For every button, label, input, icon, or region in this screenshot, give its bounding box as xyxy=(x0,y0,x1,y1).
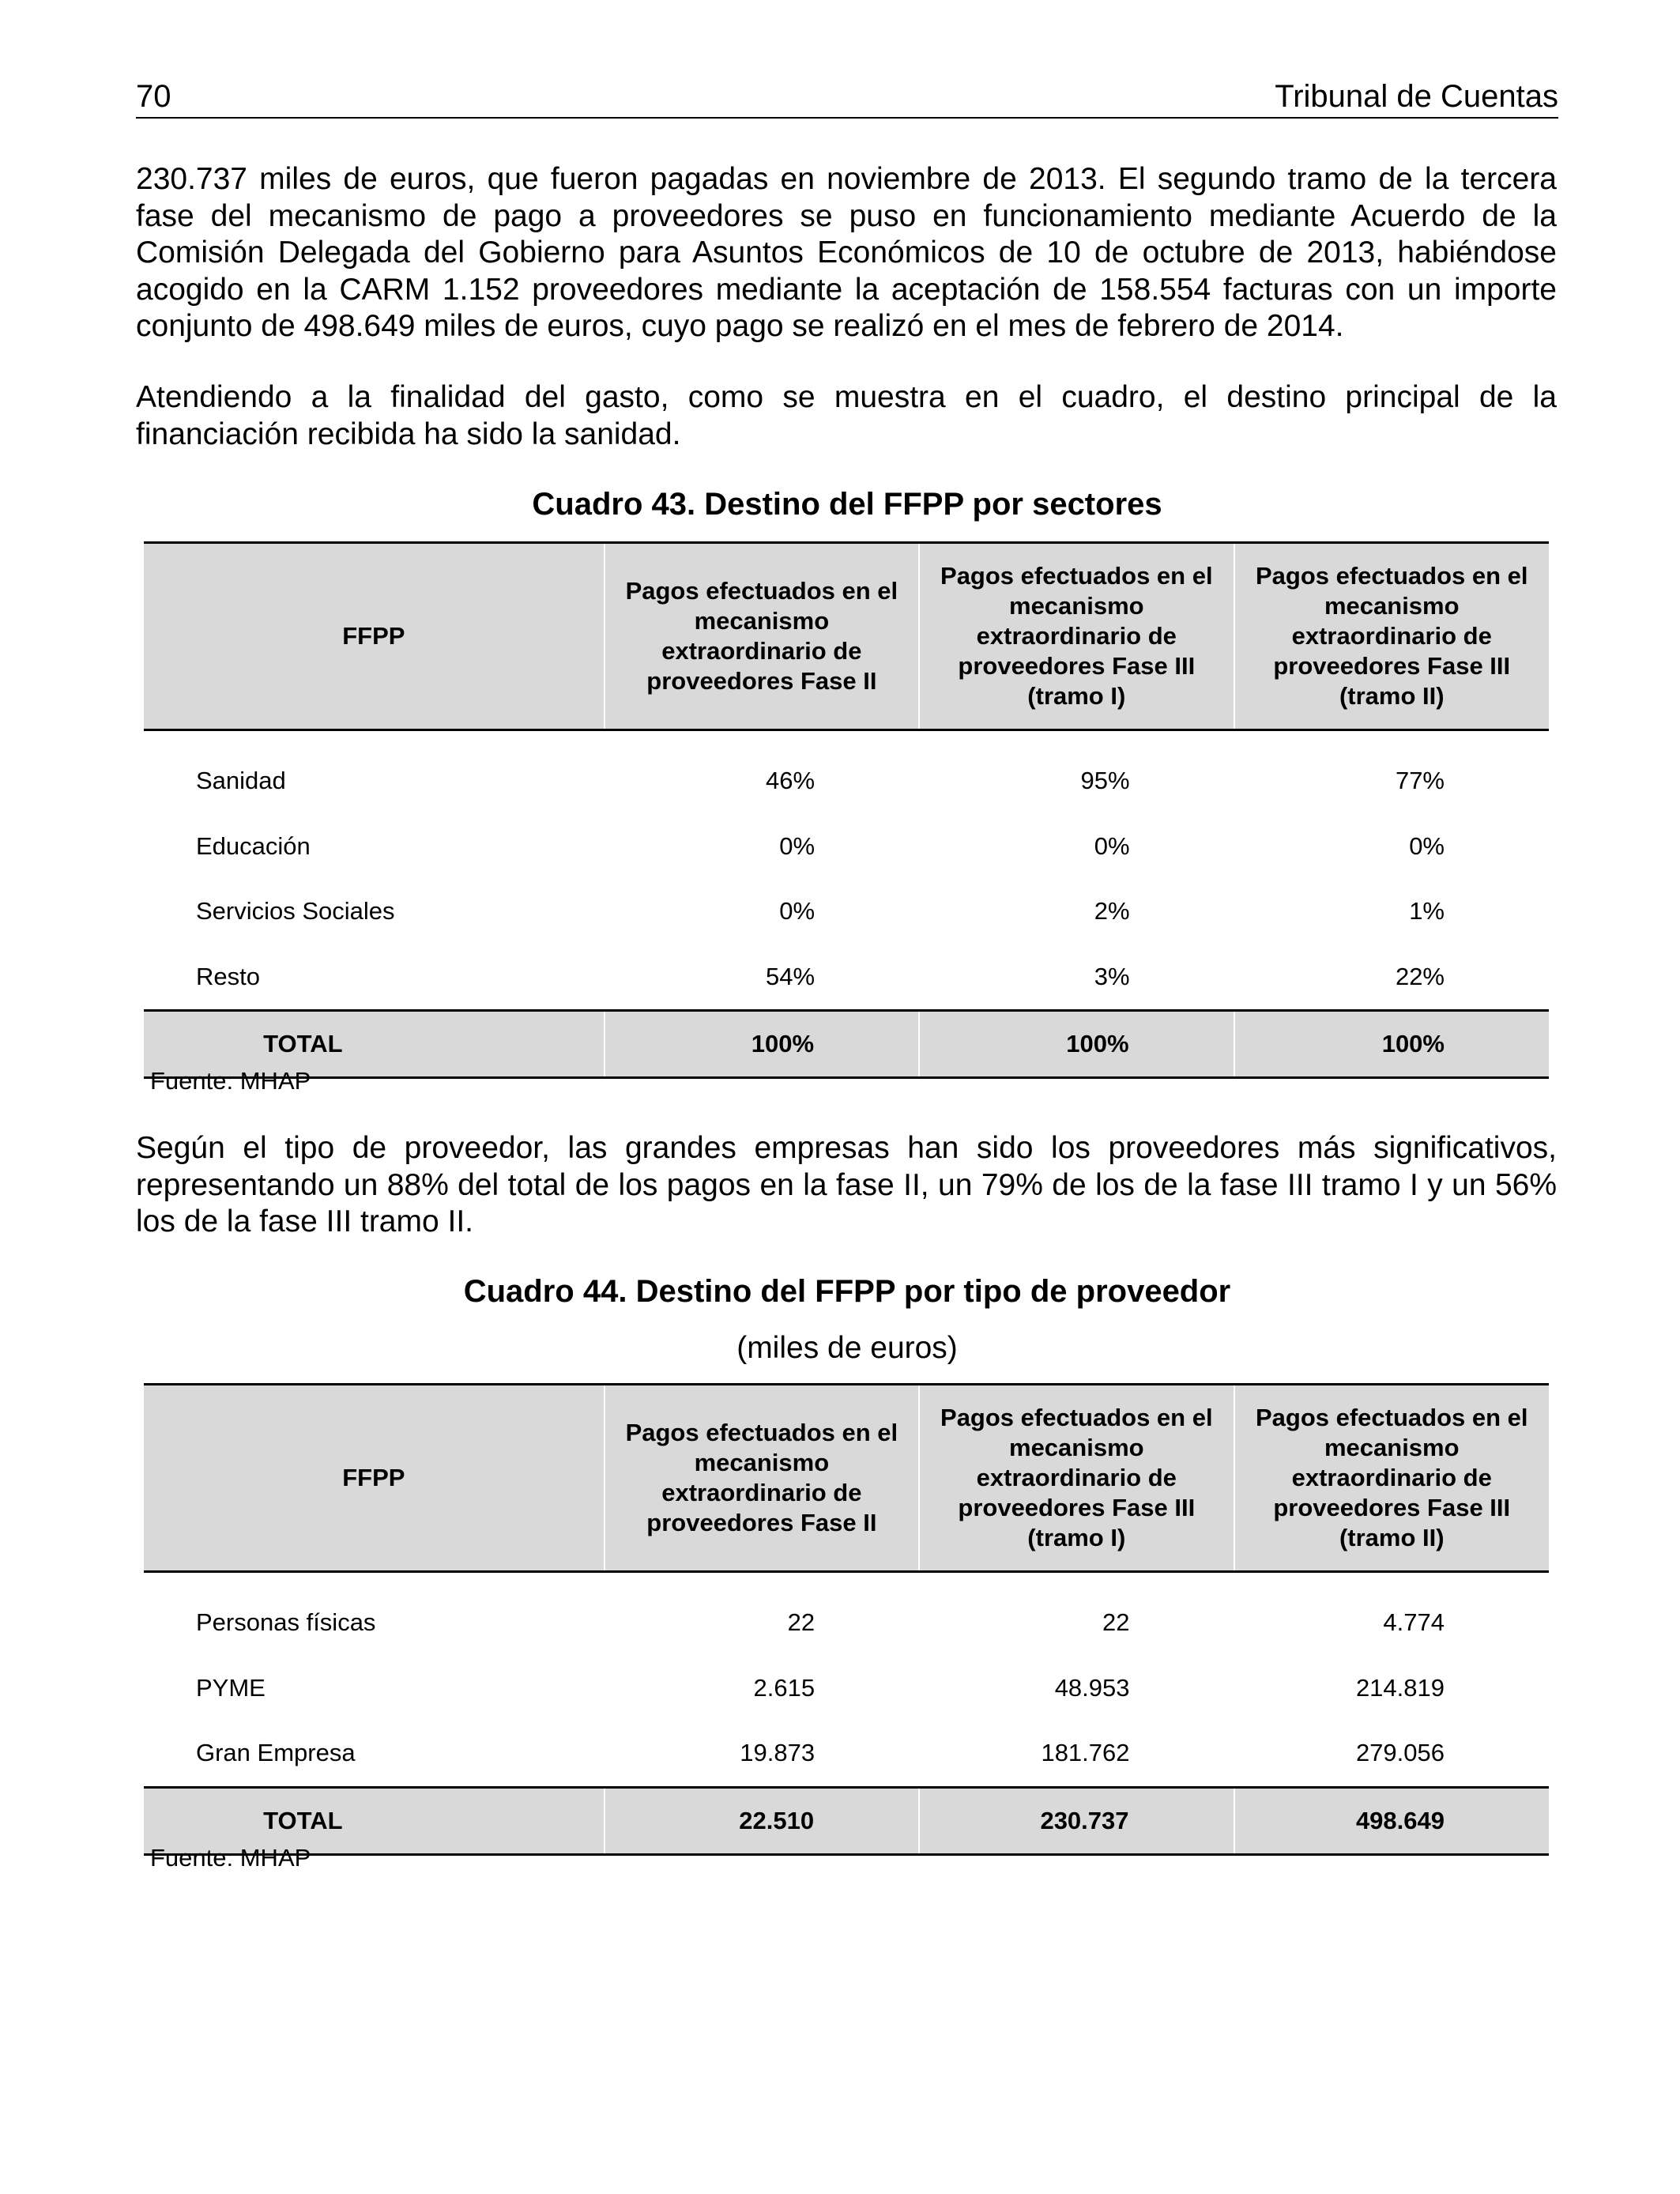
table-cell: 0% xyxy=(779,831,816,860)
page-header xyxy=(136,76,1558,119)
table-subcaption: (miles de euros) xyxy=(736,1331,958,1365)
column-header: FFPP xyxy=(144,1385,605,1572)
column-header: Pagos efectuados en el mecanismo extraordinario de proveedores Fase II xyxy=(605,1385,919,1572)
table-cell: 22 xyxy=(787,1608,816,1637)
table-cell: 3% xyxy=(1094,962,1130,990)
table-header-row xyxy=(144,543,1549,730)
row-label: Resto xyxy=(196,962,260,990)
table-row xyxy=(144,879,1549,944)
table-cell: 2.615 xyxy=(753,1673,816,1702)
row-label: Personas físicas xyxy=(196,1608,376,1637)
total-cell: 100% xyxy=(919,1011,1234,1078)
row-label: Sanidad xyxy=(196,767,286,795)
provider-type-table xyxy=(144,1383,1549,1856)
column-header: Pagos efectuados en el mecanismo extraordinario de proveedores Fase III (tramo II) xyxy=(1234,1385,1549,1572)
table-cell: 0% xyxy=(1094,831,1130,860)
total-cell: 100% xyxy=(1234,1011,1549,1078)
column-header: Pagos efectuados en el mecanismo extraordinario de proveedores Fase III (tramo II) xyxy=(1234,543,1549,730)
table-cell: 95% xyxy=(1080,767,1130,795)
table-row xyxy=(144,944,1549,1011)
body-paragraph: Atendiendo a la finalidad del gasto, como se muestra en el cuadro, el destino principal de la financiación recibida ha sido la sanidad. xyxy=(136,380,1557,451)
table-caption: Cuadro 44. Destino del FFPP por tipo de proveedor xyxy=(463,1274,1231,1309)
table-cell: 1% xyxy=(1409,897,1445,925)
table-row xyxy=(144,1572,1549,1656)
total-cell: 100% xyxy=(605,1011,919,1078)
table-cell: 54% xyxy=(766,962,816,990)
row-label: Gran Empresa xyxy=(196,1739,356,1767)
body-paragraph: 230.737 miles de euros, que fueron pagadas en noviembre de 2013. El segundo tramo de la tercera fase del mecanismo de pago a proveedores se puso en funcionamiento mediante Acuerdo de la Comisión Delegada del Gobierno para Asuntos Económicos de 10 de octubre de 2013, habiéndose acogido en la CARM 1.152 proveedores mediante la aceptación de 158.554 facturas con un importe conjunto de 498.649 miles de euros, cuyo pago se realizó en el mes de febrero de 2014. xyxy=(136,162,1557,343)
table-row xyxy=(144,1721,1549,1787)
table-row xyxy=(144,1656,1549,1721)
row-label: PYME xyxy=(196,1673,266,1702)
table-cell: 77% xyxy=(1395,767,1445,795)
table-cell: 0% xyxy=(779,897,816,925)
running-title: Tribunal de Cuentas xyxy=(1275,79,1558,114)
table-source: Fuente: MHAP xyxy=(150,1067,311,1095)
total-row xyxy=(144,1787,1549,1854)
table-row xyxy=(144,730,1549,814)
column-header: FFPP xyxy=(144,543,605,730)
table-caption: Cuadro 43. Destino del FFPP por sectores xyxy=(532,487,1162,522)
table-cell: 19.873 xyxy=(740,1739,816,1767)
total-cell: 498.649 xyxy=(1234,1787,1549,1854)
total-label: TOTAL xyxy=(144,1011,605,1078)
table-header-row xyxy=(144,1385,1549,1572)
total-cell: 22.510 xyxy=(605,1787,919,1854)
table-cell: 48.953 xyxy=(1054,1673,1130,1702)
total-row xyxy=(144,1011,1549,1078)
table-cell: 181.762 xyxy=(1041,1739,1130,1767)
table-cell: 22 xyxy=(1102,1608,1130,1637)
page-number: 70 xyxy=(136,79,171,114)
row-label: Servicios Sociales xyxy=(196,897,395,925)
row-label: Educación xyxy=(196,831,311,860)
column-header: Pagos efectuados en el mecanismo extraordinario de proveedores Fase III (tramo I) xyxy=(919,543,1234,730)
column-header: Pagos efectuados en el mecanismo extraordinario de proveedores Fase II xyxy=(605,543,919,730)
table-cell: 22% xyxy=(1395,962,1445,990)
table-cell: 46% xyxy=(766,767,816,795)
table-cell: 214.819 xyxy=(1355,1673,1445,1702)
table-cell: 279.056 xyxy=(1355,1739,1445,1767)
sector-table xyxy=(144,541,1549,1079)
column-header: Pagos efectuados en el mecanismo extraordinario de proveedores Fase III (tramo I) xyxy=(919,1385,1234,1572)
total-label: TOTAL xyxy=(144,1787,605,1854)
table-cell: 0% xyxy=(1409,831,1445,860)
table-row xyxy=(144,814,1549,880)
table-cell: 4.774 xyxy=(1383,1608,1445,1637)
total-cell: 230.737 xyxy=(919,1787,1234,1854)
table-source: Fuente: MHAP xyxy=(150,1844,311,1872)
body-paragraph: Según el tipo de proveedor, las grandes empresas han sido los proveedores más significativos, representando un 88% del total de los pagos en la fase II, un 79% de los de la fase III tramo I y un 56% los de la fase III tramo II. xyxy=(136,1131,1557,1238)
table-cell: 2% xyxy=(1094,897,1130,925)
